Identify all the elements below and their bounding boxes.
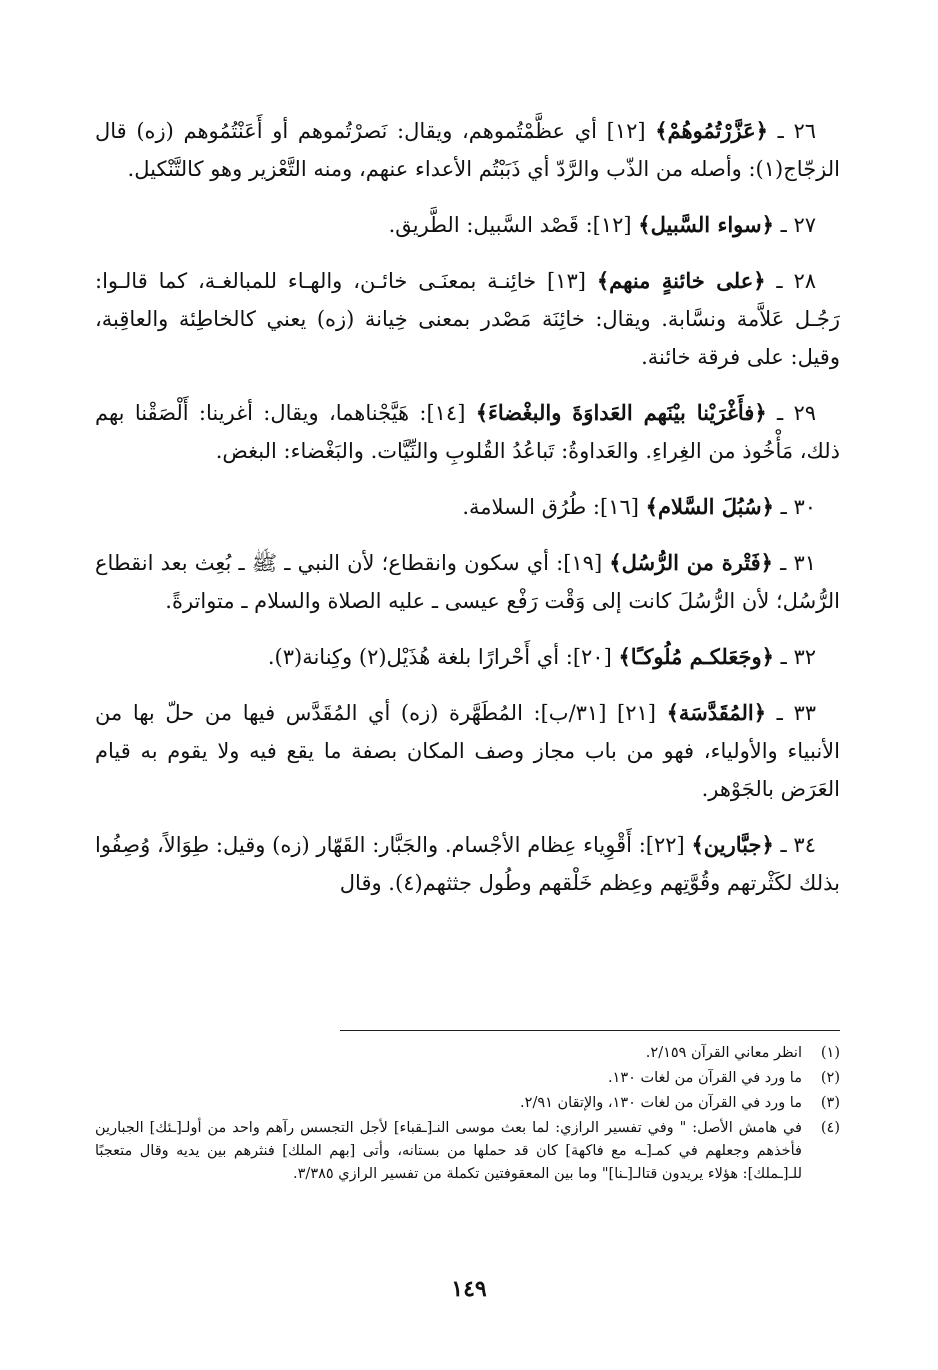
entry-31 xyxy=(95,544,840,620)
quran-term: ﴿فأَغْرَيْنا بيْنَهم العَداوَةَ والبغْضاءَ﴾ xyxy=(475,400,767,425)
entry-number: ٣٤ ـ xyxy=(773,833,816,857)
footnote-1 xyxy=(95,1042,840,1065)
footnote-divider xyxy=(340,1030,840,1031)
footnote-text: ما ورد في القرآن من لغات ١٣٠. xyxy=(607,1070,802,1086)
footnote-mark: (٤) xyxy=(820,1120,840,1136)
entry-number: ٣٠ ـ xyxy=(773,495,816,519)
entry-text: [٢١] [٣١/ب]: المُطَهَّرة (زه) أي المُقَدَّس فيها من حلّ بها من الأنبياء والأولياء، فهو من باب مجاز وصف المكان بصفة ما يقع فيه ولا يقوم به قيام العَرَض بالجَوْهر. xyxy=(95,701,840,801)
entry-number: ٣٢ ـ xyxy=(773,645,816,669)
quran-term: ﴿فَتْرة من الرُّسُل﴾ xyxy=(609,550,773,575)
entry-number: ٢٧ ـ xyxy=(773,213,816,237)
entry-text: [٢٠]: أي أَحْرارًا بلغة هُذَيْل(٢) وكِنانة(٣). xyxy=(267,645,619,669)
quran-term: ﴿جبَّارين﴾ xyxy=(691,832,774,857)
footnote-mark: (٣) xyxy=(820,1095,840,1111)
footnote-mark: (٢) xyxy=(820,1070,840,1086)
quran-term: ﴿على خائنةٍ منهم﴾ xyxy=(596,268,766,293)
quran-term: ﴿وجَعَلكـم مُلُوكـًا﴾ xyxy=(618,644,774,669)
entry-text: [١٤]: هَيَّجْناهما، ويقال: أغرينا: أَلْصَقْنا بهم ذلك، مَأْخُوذ من الغِراءِ. والعَداوةُ: تَباعُدُ القُلوبِ والنِّيَّات. والبَغْضاء: البغض. xyxy=(95,401,840,463)
entry-26 xyxy=(95,112,840,188)
quran-term: ﴿سُبُلَ السَّلام﴾ xyxy=(645,494,774,519)
footnotes xyxy=(95,1042,840,1188)
footnote-text: في هامش الأصل: " وفي تفسير الرازي: لما بعث موسى النـ[ـقباء] لأجل التجسس رآهم واحد من أولـ[ـئك] الجبارين فأخذهم وجعلهم في كمـ[ـه مع فاكهة] كان قد حملها من بستانه، وأتى [بهم الملك] فنثرهم بين يديه وقال متعجبًا للـ[ـملك]: هؤلاء يريدون قتالـ[ـنا]" وما بين المعقوفتين تكملة من تفسير الرازي ٣/٣٨٥. xyxy=(95,1120,802,1182)
quran-term: ﴿المُقَدَّسَة﴾ xyxy=(666,700,767,725)
entry-27 xyxy=(95,206,840,244)
entry-28 xyxy=(95,262,840,376)
entry-number: ٣١ ـ xyxy=(772,551,816,575)
footnote-mark: (١) xyxy=(820,1045,840,1061)
entry-number: ٣٣ ـ xyxy=(766,701,816,725)
entry-text: [١٣] خائِنـة بمعنَـى خائـن، والهـاء للمبالغـة، كما قالـوا: رَجُـل عَلاَّمة ونسَّابة. ويقال: خائِنَة مَصْدر بمعنى خِيانة (زه) يعني كالخاطِئة والعاقِبة، وقيل: على فرقة خائنة. xyxy=(95,269,840,369)
footnote-3 xyxy=(95,1092,840,1115)
entry-29 xyxy=(95,394,840,470)
main-text xyxy=(95,112,840,920)
entry-34 xyxy=(95,826,840,902)
entry-number: ٢٨ ـ xyxy=(765,269,816,293)
footnote-text: انظر معاني القرآن ٢/١٥٩. xyxy=(645,1045,802,1061)
entry-text: [١٦]: طُرُق السلامة. xyxy=(462,495,646,519)
entry-number: ٢٩ ـ xyxy=(766,401,816,425)
entry-33 xyxy=(95,694,840,808)
quran-term: ﴿عَزَّرْتُمُوهُمْ﴾ xyxy=(655,118,768,143)
entry-text: [١٩]: أي سكون وانقطاع؛ لأن النبي ـ ﷺ ـ بُعِث بعد انقطاع الرُّسُل؛ لأن الرُّسُلَ كانت إلى وَقْت رَفْع عيسى ـ عليه الصلاة والسلام ـ متواترةً. xyxy=(95,551,840,613)
entry-text: [١٢]: قَصْد السَّبيل: الطَّريق. xyxy=(388,213,639,237)
entry-text: [١٢] أي عظَّمْتُموهم، ويقال: نَصرْتُموهم أو أَعَنْتُمُوهم (زه) قال الزجّاج(١): وأصله من الذّب والرَّدّ أي ذَبَبْتُم الأعداء عنهم، ومنه التَّعْزير وهو كالتَّنْكيل. xyxy=(95,119,840,181)
footnote-2 xyxy=(95,1067,840,1090)
entry-30 xyxy=(95,488,840,526)
page-number: ١٤٩ xyxy=(451,1276,487,1302)
entry-number: ٢٦ ـ xyxy=(767,119,816,143)
entry-32 xyxy=(95,638,840,676)
quran-term: ﴿سواء السَّبيل﴾ xyxy=(638,212,774,237)
entry-text: [٢٢]: أَقْوِياء عِظام الأجْسام. والجَبَّار: القَهّار (زه) وقيل: طِوَالاً، وُصِفُوا بذلك لكَثْرتهم وقُوَّتِهم وعِظم خَلْقهم وطُول جثثهم(٤). وقال xyxy=(95,833,840,895)
footnote-4 xyxy=(95,1117,840,1186)
footnote-text: ما ورد في القرآن من لغات ١٣٠، والإتقان ٢/٩١. xyxy=(520,1095,802,1111)
